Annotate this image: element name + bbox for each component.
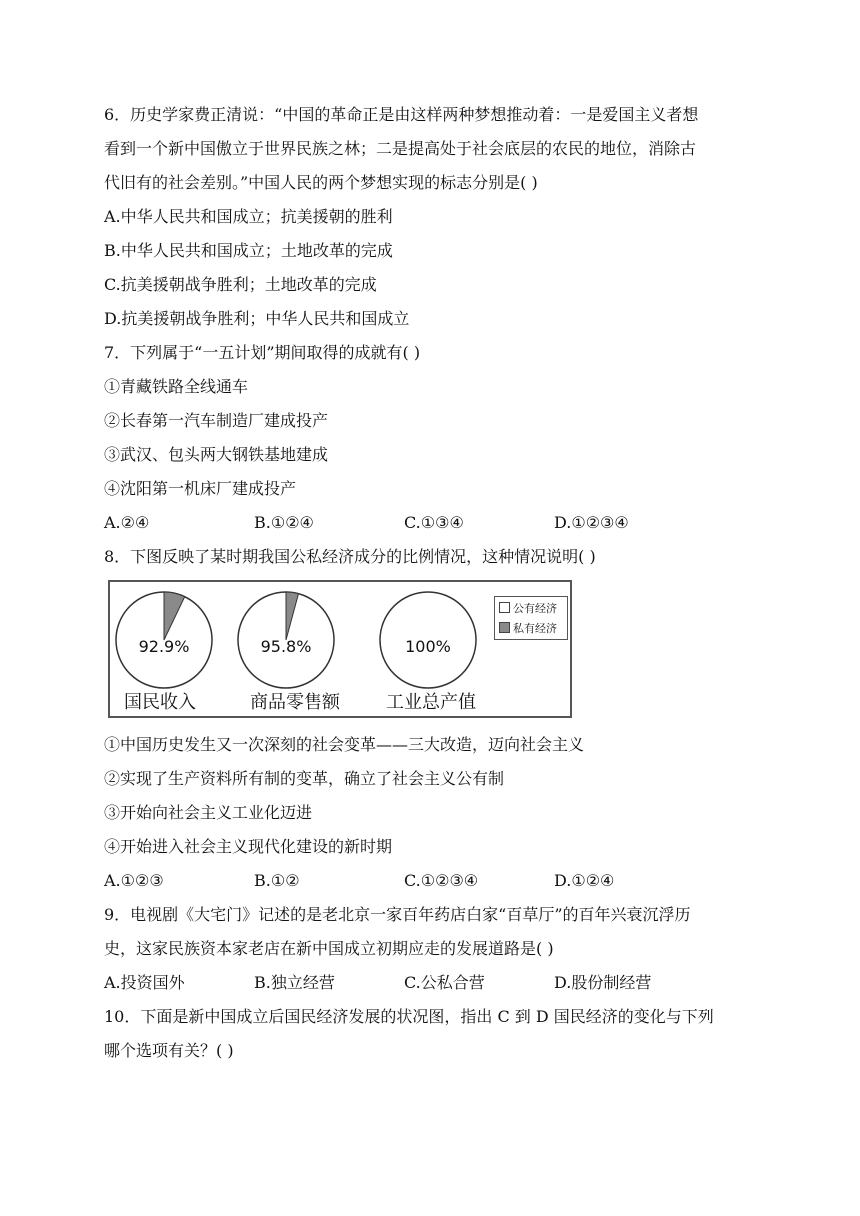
pie-value-national-income: 92.9% <box>138 637 190 656</box>
q8-option-b: B.①② <box>254 871 300 890</box>
q6-option-b: B.中华人民共和国成立；土地改革的完成 <box>104 241 393 260</box>
q9-option-a: A.投资国外 <box>104 973 185 992</box>
pie-value-retail-sales: 95.8% <box>260 637 312 656</box>
q8-item-1: ①中国历史发生又一次深刻的社会变革——三大改造，迈向社会主义 <box>104 735 585 754</box>
q7-option-a: A.②④ <box>104 513 150 532</box>
q8-item-4: ④开始进入社会主义现代化建设的新时期 <box>104 837 393 856</box>
q8-option-a: A.①②③ <box>104 871 164 890</box>
q9-option-d: D.股份制经营 <box>554 973 652 992</box>
q7-option-d: D.①②③④ <box>554 513 629 532</box>
q9-option-b: B.独立经营 <box>254 973 335 992</box>
q7-item-3: ③武汉、包头两大钢铁基地建成 <box>104 445 329 464</box>
pie-label-retail-sales: 商品零售额 <box>250 692 340 713</box>
q8-option-d: D.①②④ <box>554 871 615 890</box>
pie-chart-figure <box>108 580 572 718</box>
q6-option-d: D.抗美援朝战争胜利；中华人民共和国成立 <box>104 309 410 328</box>
legend-private-label: 私有经济 <box>513 622 557 635</box>
q10-stem-line-1: 10．下面是新中国成立后国民经济发展的状况图，指出 C 到 D 国民经济的变化与下列 <box>104 1007 714 1026</box>
q7-item-2: ②长春第一汽车制造厂建成投产 <box>104 411 329 430</box>
q7-option-c: C.①③④ <box>404 513 464 532</box>
q7-item-1: ①青藏铁路全线通车 <box>104 377 249 396</box>
pie-label-industrial-output: 工业总产值 <box>386 692 476 713</box>
q6-stem-line-1: 6．历史学家费正清说：“中国的革命正是由这样两种梦想推动着：一是爱国主义者想 <box>104 105 699 124</box>
q7-option-b: B.①②④ <box>254 513 314 532</box>
pie-label-national-income: 国民收入 <box>124 692 196 713</box>
q6-option-a: A.中华人民共和国成立；抗美援朝的胜利 <box>104 207 393 226</box>
q8-option-c: C.①②③④ <box>404 871 479 890</box>
q8-item-2: ②实现了生产资料所有制的变革，确立了社会主义公有制 <box>104 769 505 788</box>
q6-option-c: C.抗美援朝战争胜利；土地改革的完成 <box>104 275 377 294</box>
q8-stem: 8．下图反映了某时期我国公私经济成分的比例情况，这种情况说明( ) <box>104 547 596 566</box>
legend-private <box>499 622 557 636</box>
q7-item-4: ④沈阳第一机床厂建成投产 <box>104 479 297 498</box>
legend-public <box>499 602 557 616</box>
q8-item-3: ③开始向社会主义工业化迈进 <box>104 803 313 822</box>
legend-public-swatch <box>499 602 510 613</box>
legend-private-swatch <box>499 622 510 633</box>
q6-stem-line-2: 看到一个新中国傲立于世界民族之林；二是提高处于社会底层的农民的地位，消除古 <box>104 139 697 158</box>
q10-stem-line-2: 哪个选项有关？( ) <box>104 1041 234 1060</box>
pie-value-industrial-output: 100% <box>405 637 451 656</box>
legend-public-label: 公有经济 <box>513 602 557 615</box>
q9-option-c: C.公私合营 <box>404 973 485 992</box>
q7-stem: 7．下列属于“一五计划”期间取得的成就有( ) <box>104 343 421 362</box>
chart-legend <box>494 596 568 640</box>
q6-stem-line-3: 代旧有的社会差别。”中国人民的两个梦想实现的标志分别是( ) <box>104 173 538 192</box>
q9-stem-line-1: 9．电视剧《大宅门》记述的是老北京一家百年药店白家“百草厅”的百年兴衰沉浮历 <box>104 905 691 924</box>
q9-stem-line-2: 史，这家民族资本家老店在新中国成立初期应走的发展道路是( ) <box>104 939 554 958</box>
